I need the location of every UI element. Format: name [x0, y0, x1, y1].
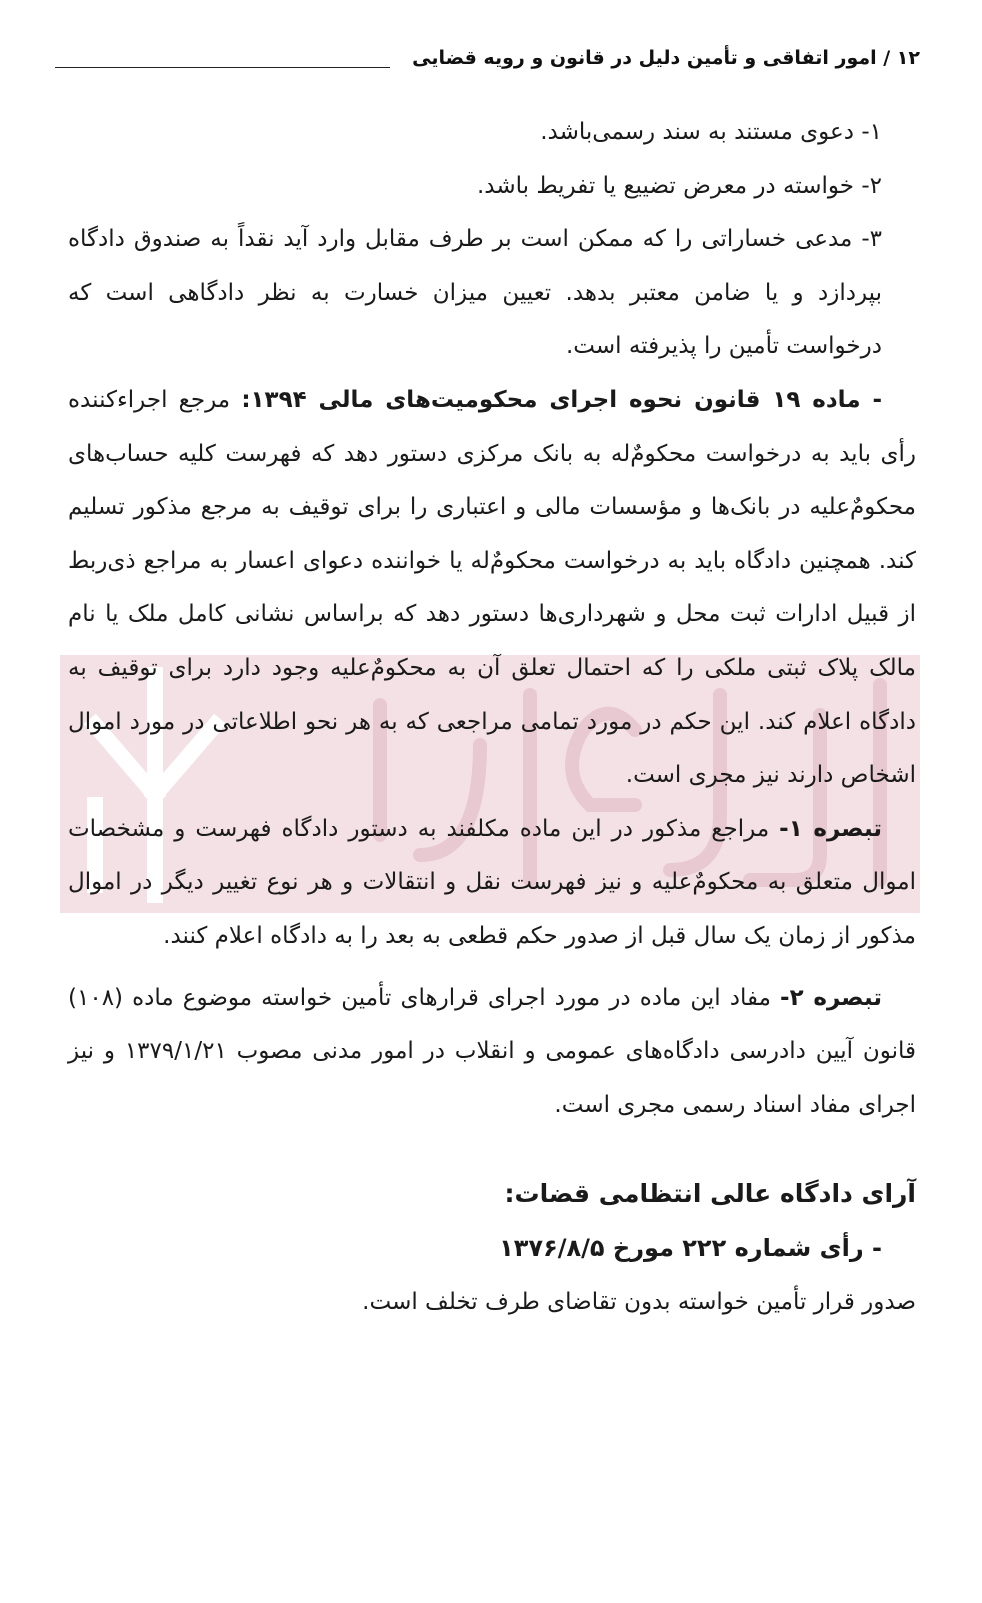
condition-3: ۳- مدعی خساراتی را که ممکن است بر طرف مقابل وارد آید نقداً به صندوق دادگاه بپردازد و یا ضامن معتبر بدهد. تعیین میزان خسارت به نظر دادگاهی است که درخواست تأمین را پذیرفته است. [68, 226, 882, 360]
condition-1: ۱- دعوی مستند به سند رسمی‌باشد. [540, 119, 882, 145]
article-19-body: مرجع اجراءکننده رأی باید به درخواست محکومٌ‌له به بانک مرکزی دستور دهد که فهرست کلیه حساب‌های محکومٌ‌علیه در بانک‌ها و مؤسسات مالی و اعتباری را برای توقیف به مرجع مذکور تسلیم کند. همچنین دادگاه باید به درخواست محکومٌ‌له یا خواننده دعوای اعسار به مراجع ذی‌ربط از قبیل ادارات ثبت محل و شهرداری‌ها دستور دهد که براساس نشانی کامل ملک یا نام مالک پلاک ثبتی ملکی را که احتمال تعلق آن به محکومٌ‌علیه وجود دارد برای توقیف به دادگاه اعلام کند. این حکم در مورد تمامی مراجعی که به هر نحو اطلاعاتی در مورد اموال اشخاص دارند نیز مجری است. [68, 386, 916, 789]
running-title: ۱۲ / امور اتفاقی و تأمین دلیل در قانون و رویه قضایی [412, 47, 920, 69]
header-rule [55, 67, 390, 68]
article-19-paragraph [68, 374, 916, 803]
note-2-body: مفاد این ماده در مورد اجرای قرارهای تأمین خواسته موضوع ماده (۱۰۸) قانون آیین دادرسی دادگاه‌های عمومی و انقلاب در امور مدنی مصوب ۱۳۷۹/۱/۲۱ و نیز اجرای مفاد اسناد رسمی مجری است. [68, 984, 916, 1118]
note-1-body: مراجع مذکور در این ماده مکلفند به دستور دادگاه فهرست و مشخصات اموال متعلق به محکومٌ‌علیه و نیز فهرست نقل و انتقالات و هر نوع تغییر دیگر در اموال مذکور از زمان یک سال قبل از صدور حکم قطعی به بعد را به دادگاه اعلام کنند. [68, 815, 916, 949]
article-19-heading: - ماده ۱۹ قانون نحوه اجرای محکومیت‌های مالی ۱۳۹۴: [241, 386, 882, 413]
note-1-paragraph [68, 803, 916, 964]
condition-2: ۲- خواسته در معرض تضییع یا تفریط باشد. [476, 172, 882, 199]
running-header [55, 38, 920, 78]
page-body [68, 106, 916, 1330]
note-1-heading: تبصره ۱- [779, 815, 882, 842]
ruling-heading: - رأی شماره ۲۲۲ مورخ ۱۳۷۶/۸/۵ [499, 1234, 882, 1263]
note-2-paragraph [68, 972, 916, 1133]
ruling-body: صدور قرار تأمین خواسته بدون تقاضای طرف تخلف است. [362, 1289, 916, 1316]
note-2-heading: تبصره ۲- [780, 984, 882, 1011]
section-heading: آرای دادگاه عالی انتظامی قضات: [504, 1179, 916, 1209]
